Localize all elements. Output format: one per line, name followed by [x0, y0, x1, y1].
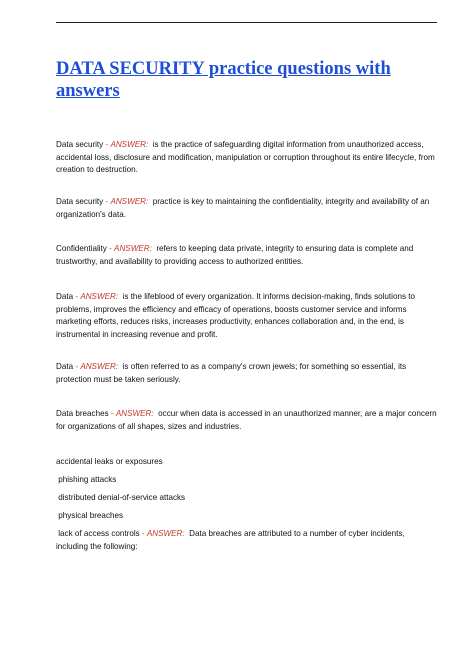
answer-separator: -: [108, 409, 116, 418]
qa-answer: is the practice of safeguarding digital information from unauthorized access, accidental loss, disclosure and modification, manipulation or corruption throughout its entire lifecycle, from creation to destruction.: [56, 140, 435, 175]
answer-separator: -: [103, 197, 111, 206]
qa-item-confidentiality: [56, 243, 438, 268]
document-title[interactable]: DATA SECURITY practice questions with answers: [56, 59, 391, 101]
answer-separator: -: [139, 529, 147, 538]
top-rule: [56, 22, 437, 23]
qa-item-data-2: [56, 361, 438, 386]
qa-term: Data security: [56, 140, 104, 149]
answer-label: ANSWER:: [114, 244, 152, 253]
answer-label: ANSWER:: [110, 140, 149, 149]
qa-answer: is often referred to as a company's crown jewels; for something so essential, its protection must be taken seriously.: [56, 362, 407, 384]
qa-item-data-breaches: [56, 408, 438, 433]
list-item: distributed denial-of-service attacks: [56, 493, 186, 502]
answer-label: ANSWER:: [115, 409, 154, 418]
qa-term: Data: [56, 292, 74, 301]
qa-term: Data security: [56, 197, 104, 206]
qa-answer: is the lifeblood of every organization. It informs decision-making, finds solutions to problems, improves the efficiency and efficacy of operations, boosts customer service and informs marketing efforts, reduces risks, increases productivity, enhances collaboration and, in the end, is instrumental in increasing revenue and profit.: [56, 292, 416, 339]
list-item: phishing attacks: [56, 475, 117, 484]
qa-item-data-security-2: [56, 196, 438, 221]
answer-label: ANSWER:: [80, 292, 119, 301]
qa-answer: Data breaches are attributed to a number of cyber incidents, including the following:: [56, 529, 405, 551]
list-item: accidental leaks or exposures: [56, 457, 163, 466]
answer-separator: -: [73, 362, 81, 371]
answer-separator: -: [103, 140, 111, 149]
answer-separator: -: [106, 244, 115, 253]
answer-separator: -: [73, 292, 81, 301]
answer-label: ANSWER:: [110, 197, 149, 206]
answer-label: ANSWER:: [80, 362, 119, 371]
qa-term: lack of access controls: [56, 529, 140, 538]
qa-term: Data: [56, 362, 74, 371]
qa-answer: refers to keeping data private, integrity to ensuring data is complete and trustworthy, and availability to providing access to authorized entities.: [56, 244, 414, 266]
qa-item-lack-of-access-controls: [56, 528, 438, 553]
list-item: physical breaches: [56, 511, 124, 520]
qa-item-data-1: [56, 291, 438, 341]
answer-label: ANSWER:: [146, 529, 185, 538]
qa-item-data-security-1: [56, 139, 438, 177]
qa-term: Data breaches: [56, 409, 109, 418]
qa-term: Confidentiality: [56, 244, 107, 253]
qa-answer: occur when data is accessed in an unauthorized manner, are a major concern for organizations of all shapes, sizes and industries.: [56, 409, 437, 431]
qa-answer: practice is key to maintaining the confidentiality, integrity and availability of an organization's data.: [56, 197, 430, 219]
